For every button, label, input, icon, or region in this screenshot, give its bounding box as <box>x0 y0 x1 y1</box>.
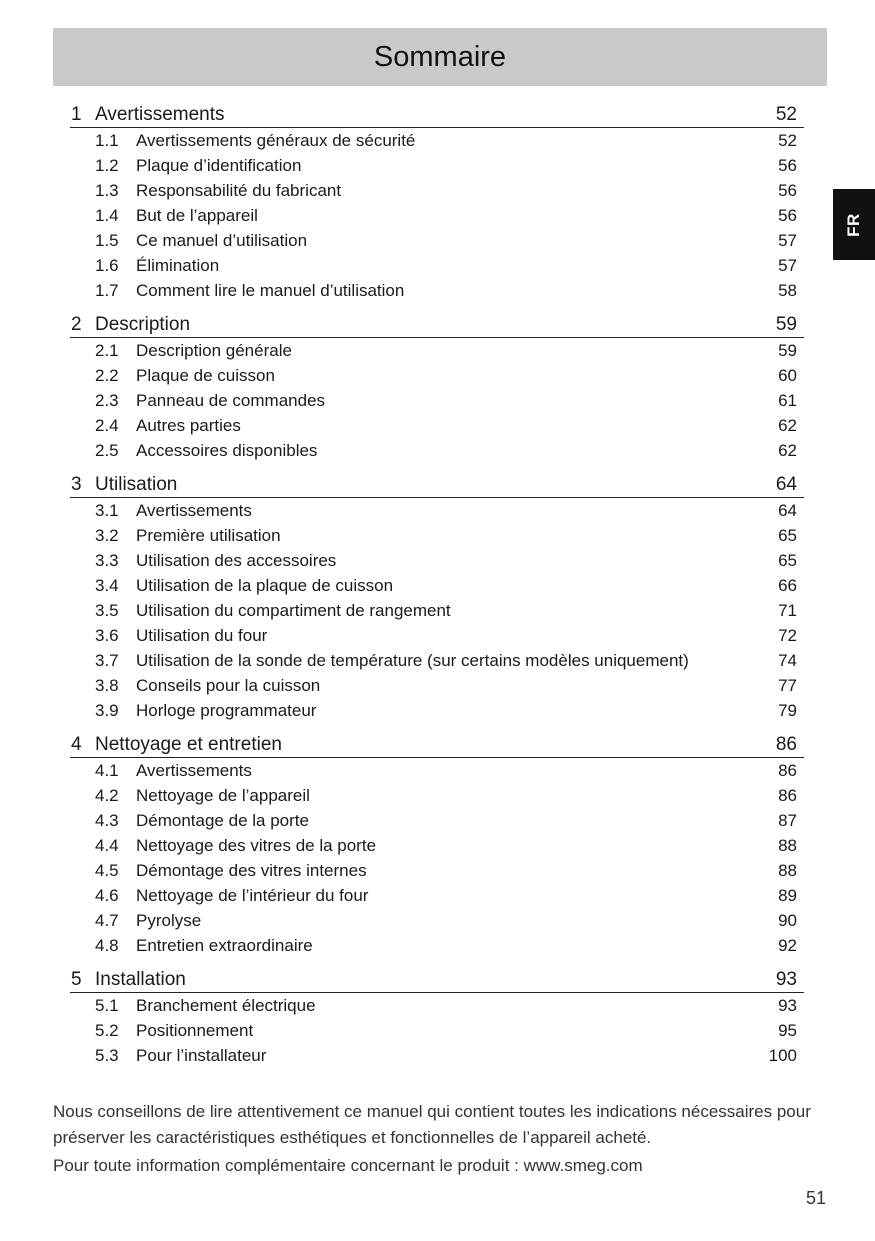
entry-title: Responsabilité du fabricant <box>136 180 342 200</box>
toc-entry <box>70 278 804 303</box>
entry-page: 58 <box>778 280 797 300</box>
entry-title: Horloge programmateur <box>136 700 317 720</box>
toc-section-heading <box>70 965 804 993</box>
toc-entry <box>70 858 804 883</box>
toc-entry <box>70 1043 804 1068</box>
toc-section <box>70 470 804 723</box>
toc-section-heading <box>70 310 804 338</box>
entry-page: 90 <box>778 910 797 930</box>
entry-num: 3.4 <box>95 575 119 595</box>
entry-num: 5.1 <box>95 995 119 1015</box>
entry-num: 2.4 <box>95 415 119 435</box>
entry-page: 57 <box>778 230 797 250</box>
toc-entry <box>70 648 804 673</box>
entry-num: 2.1 <box>95 340 119 360</box>
toc-entry <box>70 128 804 153</box>
entry-title: Panneau de commandes <box>136 390 326 410</box>
entry-title: Positionnement <box>136 1020 254 1040</box>
entry-page: 77 <box>778 675 797 695</box>
entry-title: Démontage des vitres internes <box>136 860 367 880</box>
entry-page: 89 <box>778 885 797 905</box>
toc-entry <box>70 993 804 1018</box>
entry-page: 56 <box>778 155 797 175</box>
entry-page: 95 <box>778 1020 797 1040</box>
entry-page: 60 <box>778 365 797 385</box>
entry-num: 1.1 <box>95 130 119 150</box>
entry-page: 88 <box>778 835 797 855</box>
entry-num: 1.3 <box>95 180 119 200</box>
toc-entry <box>70 783 804 808</box>
toc-entry <box>70 548 804 573</box>
entry-title: Première utilisation <box>136 525 281 545</box>
entry-num: 2.3 <box>95 390 119 410</box>
entry-page: 62 <box>778 440 797 460</box>
toc-entry <box>70 1018 804 1043</box>
toc-entry <box>70 253 804 278</box>
entry-title: Nettoyage de l’appareil <box>136 785 310 805</box>
entry-page: 64 <box>778 500 797 520</box>
entry-title: Élimination <box>136 255 220 275</box>
section-num: 1 <box>71 104 82 125</box>
toc-section-heading <box>70 470 804 498</box>
toc-entry <box>70 498 804 523</box>
toc-entry <box>70 523 804 548</box>
toc-entry <box>70 883 804 908</box>
entry-title: Pour l’installateur <box>136 1045 267 1065</box>
entry-title: Utilisation de la sonde de température (sur certains modèles uniquement) <box>136 650 689 670</box>
entry-page: 56 <box>778 180 797 200</box>
entry-title: Utilisation de la plaque de cuisson <box>136 575 394 595</box>
entry-title: Branchement électrique <box>136 995 316 1015</box>
entry-num: 4.8 <box>95 935 119 955</box>
entry-page: 56 <box>778 205 797 225</box>
toc-section <box>70 730 804 958</box>
entry-num: 3.6 <box>95 625 119 645</box>
footer-paragraph: Nous conseillons de lire attentivement ce manuel qui contient toutes les indications nécessaires pour préserver les caractéristiques esthétiques et fonctionnelles de l’appareil acheté. <box>53 1102 811 1147</box>
section-title: Avertissements <box>95 104 225 125</box>
entry-title: Accessoires disponibles <box>136 440 318 460</box>
entry-num: 2.5 <box>95 440 119 460</box>
entry-title: Plaque d’identification <box>136 155 302 175</box>
section-page: 52 <box>775 104 797 125</box>
entry-num: 4.3 <box>95 810 119 830</box>
entry-num: 3.9 <box>95 700 119 720</box>
entry-num: 1.7 <box>95 280 119 300</box>
entry-num: 1.4 <box>95 205 119 225</box>
toc-entry <box>70 808 804 833</box>
language-tab-label: FR <box>843 212 863 237</box>
toc-entry <box>70 698 804 723</box>
entry-page: 93 <box>778 995 797 1015</box>
entry-page: 86 <box>778 785 797 805</box>
entry-page: 88 <box>778 860 797 880</box>
entry-num: 4.5 <box>95 860 119 880</box>
entry-page: 87 <box>778 810 797 830</box>
entry-num: 3.1 <box>95 500 119 520</box>
footer-note <box>53 1099 828 1179</box>
entry-num: 1.6 <box>95 255 119 275</box>
table-of-contents <box>70 100 804 1075</box>
language-tab <box>833 189 875 260</box>
toc-entry <box>70 228 804 253</box>
entry-title: Comment lire le manuel d’utilisation <box>136 280 405 300</box>
entry-title: Utilisation des accessoires <box>136 550 337 570</box>
section-num: 5 <box>71 969 82 990</box>
entry-title: Pyrolyse <box>136 910 202 930</box>
toc-section <box>70 100 804 303</box>
entry-title: Entretien extraordinaire <box>136 935 313 955</box>
toc-entry <box>70 573 804 598</box>
toc-entry <box>70 203 804 228</box>
toc-entry <box>70 908 804 933</box>
toc-section <box>70 310 804 463</box>
entry-page: 62 <box>778 415 797 435</box>
entry-num: 5.2 <box>95 1020 119 1040</box>
toc-entry <box>70 833 804 858</box>
entry-page: 71 <box>778 600 797 620</box>
entry-num: 2.2 <box>95 365 119 385</box>
entry-page: 92 <box>778 935 797 955</box>
section-page: 86 <box>775 734 797 755</box>
entry-num: 3.2 <box>95 525 119 545</box>
entry-page: 52 <box>778 130 797 150</box>
entry-title: Ce manuel d’utilisation <box>136 230 308 250</box>
entry-title: Description générale <box>136 340 292 360</box>
section-title: Utilisation <box>95 474 178 495</box>
toc-entry <box>70 388 804 413</box>
entry-title: Nettoyage des vitres de la porte <box>136 835 377 855</box>
entry-title: Utilisation du four <box>136 625 268 645</box>
entry-num: 3.8 <box>95 675 119 695</box>
entry-title: But de l’appareil <box>136 205 258 225</box>
entry-title: Utilisation du compartiment de rangement <box>136 600 451 620</box>
entry-num: 3.5 <box>95 600 119 620</box>
entry-title: Avertissements <box>136 760 252 780</box>
entry-title: Démontage de la porte <box>136 810 309 830</box>
entry-page: 100 <box>768 1045 797 1065</box>
toc-section-heading <box>70 100 804 128</box>
toc-entry <box>70 363 804 388</box>
entry-num: 5.3 <box>95 1045 119 1065</box>
entry-page: 79 <box>778 700 797 720</box>
entry-title: Avertissements <box>136 500 252 520</box>
entry-num: 3.7 <box>95 650 119 670</box>
toc-section <box>70 965 804 1068</box>
entry-num: 4.2 <box>95 785 119 805</box>
entry-title: Avertissements généraux de sécurité <box>136 130 416 150</box>
entry-page: 72 <box>778 625 797 645</box>
section-page: 64 <box>775 474 797 495</box>
entry-page: 57 <box>778 255 797 275</box>
section-num: 3 <box>71 474 82 495</box>
section-num: 2 <box>71 314 82 335</box>
section-num: 4 <box>71 734 82 755</box>
entry-num: 4.4 <box>95 835 119 855</box>
section-page: 59 <box>775 314 797 335</box>
entry-num: 4.1 <box>95 760 119 780</box>
toc-entry <box>70 933 804 958</box>
toc-section-heading <box>70 730 804 758</box>
toc-entry <box>70 413 804 438</box>
entry-title: Autres parties <box>136 415 241 435</box>
entry-title: Conseils pour la cuisson <box>136 675 321 695</box>
page-title: Sommaire <box>373 40 507 73</box>
toc-entry <box>70 438 804 463</box>
toc-entry <box>70 178 804 203</box>
toc-entry <box>70 673 804 698</box>
entry-num: 4.6 <box>95 885 119 905</box>
entry-page: 59 <box>778 340 797 360</box>
header-band <box>53 28 827 86</box>
toc-entry <box>70 598 804 623</box>
section-title: Nettoyage et entretien <box>95 734 282 755</box>
section-title: Installation <box>95 969 186 990</box>
toc-entry <box>70 338 804 363</box>
entry-num: 4.7 <box>95 910 119 930</box>
section-title: Description <box>95 314 191 335</box>
entry-title: Plaque de cuisson <box>136 365 275 385</box>
footer-info: Pour toute information complémentaire concernant le produit : www.smeg.com <box>53 1156 643 1175</box>
entry-page: 65 <box>778 525 797 545</box>
toc-entry <box>70 153 804 178</box>
entry-page: 86 <box>778 760 797 780</box>
entry-page: 66 <box>778 575 797 595</box>
toc-entry <box>70 758 804 783</box>
page-number: 51 <box>805 1188 826 1208</box>
entry-num: 1.5 <box>95 230 119 250</box>
entry-page: 61 <box>778 390 797 410</box>
toc-entry <box>70 623 804 648</box>
entry-page: 74 <box>778 650 797 670</box>
entry-num: 3.3 <box>95 550 119 570</box>
entry-page: 65 <box>778 550 797 570</box>
entry-title: Nettoyage de l’intérieur du four <box>136 885 369 905</box>
entry-num: 1.2 <box>95 155 119 175</box>
section-page: 93 <box>775 969 797 990</box>
